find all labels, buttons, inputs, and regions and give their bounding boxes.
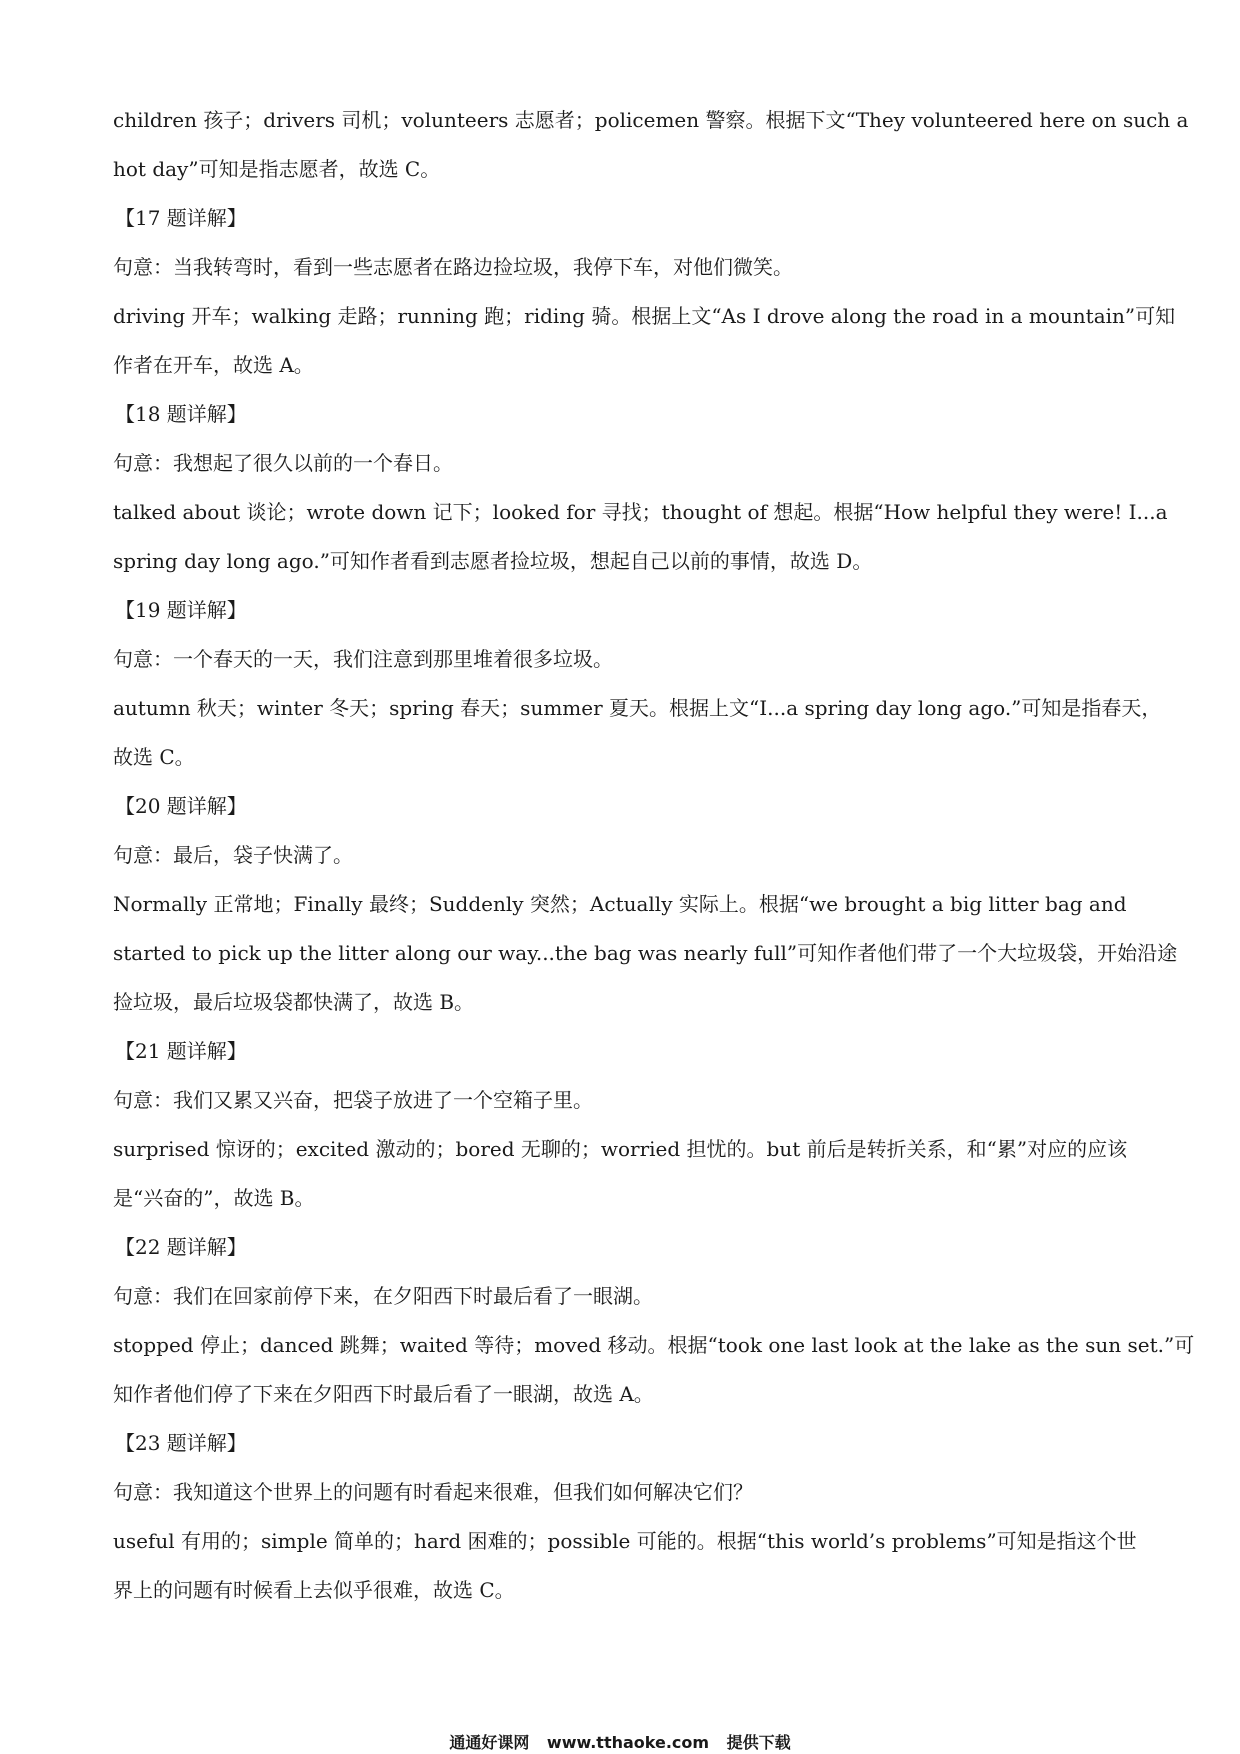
text-line: 句意：当我转弯时，看到一些志愿者在路边捡垃圾，我停下车，对他们微笑。 bbox=[113, 255, 793, 279]
text-line: autumn 秋天；winter 冬天；spring 春天；summer 夏天。根据上文“I...a spring day long ago.”可知是指春天， bbox=[113, 696, 1162, 720]
footer-site-name: 通通好课网 bbox=[449, 1733, 530, 1752]
text-line: 句意：我想起了很久以前的一个春日。 bbox=[113, 451, 453, 475]
document-body bbox=[113, 96, 1195, 1615]
section-heading-22: 【22 题详解】 bbox=[115, 1235, 247, 1259]
text-line: 捡垃圾，最后垃圾袋都快满了，故选 B。 bbox=[113, 990, 475, 1014]
text-line: Normally 正常地；Finally 最终；Suddenly 突然；Actually 实际上。根据“we brought a big litter bag and bbox=[113, 892, 1127, 916]
text-line: spring day long ago.”可知作者看到志愿者捡垃圾，想起自己以前的事情，故选 D。 bbox=[113, 549, 873, 573]
section-heading-18: 【18 题详解】 bbox=[115, 402, 247, 426]
text-line: stopped 停止；danced 跳舞；waited 等待；moved 移动。根据“took one last look at the lake as the sun set.”可 bbox=[113, 1333, 1195, 1357]
text-line: surprised 惊讶的；excited 激动的；bored 无聊的；worried 担忧的。but 前后是转折关系，和“累”对应的应该 bbox=[113, 1137, 1128, 1161]
text-line: driving 开车；walking 走路；running 跑；riding 骑。根据上文“As I drove along the road in a mountain”可知 bbox=[113, 304, 1176, 328]
footer-url[interactable]: www.tthaoke.com bbox=[546, 1733, 710, 1752]
section-heading-17: 【17 题详解】 bbox=[115, 206, 247, 230]
section-heading-20: 【20 题详解】 bbox=[115, 794, 247, 818]
text-line: 句意：我知道这个世界上的问题有时看起来很难，但我们如何解决它们？ bbox=[113, 1480, 753, 1504]
text-line: children 孩子；drivers 司机；volunteers 志愿者；policemen 警察。根据下文“They volunteered here on such a bbox=[113, 108, 1189, 132]
text-line: 是“兴奋的”，故选 B。 bbox=[113, 1186, 315, 1210]
footer-note: 提供下载 bbox=[726, 1733, 791, 1752]
text-line: 句意：我们又累又兴奋，把袋子放进了一个空箱子里。 bbox=[113, 1088, 593, 1112]
text-line: 句意：最后，袋子快满了。 bbox=[113, 843, 353, 867]
text-line: hot day”可知是指志愿者，故选 C。 bbox=[113, 157, 441, 181]
text-line: 知作者他们停了下来在夕阳西下时最后看了一眼湖，故选 A。 bbox=[113, 1382, 654, 1406]
text-line: 界上的问题有时候看上去似乎很难，故选 C。 bbox=[113, 1578, 515, 1602]
text-line: useful 有用的；simple 简单的；hard 困难的；possible 可能的。根据“this world’s problems”可知是指这个世 bbox=[113, 1529, 1137, 1553]
text-line: 故选 C。 bbox=[113, 745, 195, 769]
text-line: 句意：我们在回家前停下来，在夕阳西下时最后看了一眼湖。 bbox=[113, 1284, 653, 1308]
section-heading-21: 【21 题详解】 bbox=[115, 1039, 247, 1063]
text-line: 作者在开车，故选 A。 bbox=[113, 353, 314, 377]
text-line: 句意：一个春天的一天，我们注意到那里堆着很多垃圾。 bbox=[113, 647, 613, 671]
page-footer bbox=[0, 1730, 1240, 1753]
section-heading-23: 【23 题详解】 bbox=[115, 1431, 247, 1455]
text-line: talked about 谈论；wrote down 记下；looked for 寻找；thought of 想起。根据“How helpful they were! I...a bbox=[113, 500, 1168, 524]
section-heading-19: 【19 题详解】 bbox=[115, 598, 247, 622]
text-line: started to pick up the litter along our way...the bag was nearly full”可知作者他们带了一个大垃圾袋，开始沿途 bbox=[113, 941, 1178, 965]
